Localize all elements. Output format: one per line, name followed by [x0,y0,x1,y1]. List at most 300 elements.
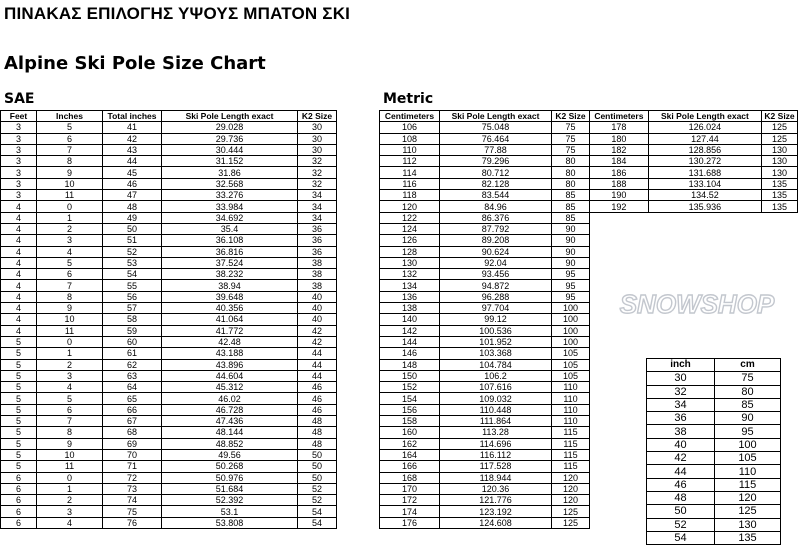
table-cell: 47 [103,190,162,201]
table-cell: 4 [37,382,103,393]
table-cell: 100 [552,303,590,314]
table-cell: 120.36 [440,483,552,494]
table-cell: 30.444 [162,144,298,155]
table-cell: 135 [715,531,781,544]
table-cell: 44 [298,359,337,370]
table-row [1,167,337,178]
table-cell: 5 [1,359,37,370]
table-cell: 4 [1,325,37,336]
table-cell: 5 [1,461,37,472]
table-row [380,190,590,201]
table-cell: 5 [1,336,37,347]
table-row [590,144,798,155]
table-cell: 130 [380,257,440,268]
table-cell: 32 [298,167,337,178]
table-cell: 59 [103,325,162,336]
table-cell: 93.456 [440,269,552,280]
table-cell: 124 [380,223,440,234]
table-cell: 192 [590,201,649,212]
table-row [1,269,337,280]
table-cell: 158 [380,416,440,427]
table-cell: 5 [1,370,37,381]
table-row [647,465,781,478]
table-cell: 5 [1,393,37,404]
table-row [380,461,590,472]
table-cell: 6 [1,495,37,506]
table-cell: 117.528 [440,461,552,472]
table-cell: 115 [552,461,590,472]
table-cell: 34 [647,398,715,411]
table-row [1,404,337,415]
table-cell: 77.88 [440,144,552,155]
table-cell: 3 [1,133,37,144]
table-cell: 42 [103,133,162,144]
table-row [1,416,337,427]
table-row [1,246,337,257]
table-cell: 75 [552,144,590,155]
table-row [380,449,590,460]
table-cell: 29.028 [162,122,298,133]
table-cell: 126 [380,235,440,246]
table-cell: 140 [380,314,440,325]
table-cell: 97.704 [440,303,552,314]
table-cell: 142 [380,325,440,336]
table-cell: 61 [103,348,162,359]
table-cell: 80 [715,385,781,398]
table-cell: 105 [715,452,781,465]
table-cell: 30 [298,122,337,133]
table-row [647,478,781,491]
table-row [380,438,590,449]
table-cell: 3 [37,235,103,246]
table-cell: 30 [647,372,715,385]
table-cell: 38.232 [162,269,298,280]
table-row [647,425,781,438]
table-row [380,178,590,189]
table-cell: 53 [103,257,162,268]
table-cell: 50.268 [162,461,298,472]
table-cell: 58 [103,314,162,325]
table-cell: 130 [762,156,798,167]
table-cell: 75.048 [440,122,552,133]
table-header-row [1,111,337,122]
table-row [1,438,337,449]
column-header: Ski Pole Length exact [648,111,761,122]
table-cell: 120 [715,491,781,504]
metric-size-table-continued [589,110,798,213]
table-cell: 0 [37,336,103,347]
table-cell: 90 [715,412,781,425]
table-cell: 6 [37,404,103,415]
table-cell: 45 [103,167,162,178]
table-row [380,348,590,359]
table-cell: 125 [762,133,798,144]
table-cell: 34 [298,212,337,223]
table-cell: 53.808 [162,517,298,528]
table-cell: 107.616 [440,382,552,393]
table-cell: 5 [37,257,103,268]
table-cell: 4 [1,280,37,291]
table-cell: 84.96 [440,201,552,212]
table-cell: 50.976 [162,472,298,483]
table-cell: 80 [552,167,590,178]
table-cell: 85 [552,212,590,223]
table-cell: 4 [1,223,37,234]
table-cell: 52 [103,246,162,257]
table-row [590,190,798,201]
table-cell: 5 [1,438,37,449]
table-row [590,178,798,189]
table-row [1,178,337,189]
table-cell: 40 [298,303,337,314]
table-cell: 46.728 [162,404,298,415]
table-cell: 46 [298,404,337,415]
table-cell: 1 [37,212,103,223]
table-row [380,416,590,427]
table-cell: 170 [380,483,440,494]
table-cell: 6 [1,472,37,483]
table-cell: 9 [37,303,103,314]
table-cell: 110.448 [440,404,552,415]
table-row [380,212,590,223]
table-row [1,212,337,223]
table-cell: 34.692 [162,212,298,223]
table-row [1,517,337,528]
table-cell: 106 [380,122,440,133]
table-cell: 110 [380,144,440,155]
table-cell: 44.604 [162,370,298,381]
table-cell: 186 [590,167,649,178]
table-cell: 154 [380,393,440,404]
table-cell: 68 [103,427,162,438]
table-cell: 4 [1,212,37,223]
table-row [1,257,337,268]
table-cell: 106.2 [440,370,552,381]
table-cell: 172 [380,495,440,506]
table-cell: 162 [380,438,440,449]
table-cell: 44 [298,370,337,381]
table-cell: 127.44 [648,133,761,144]
table-cell: 54 [298,517,337,528]
table-row [380,133,590,144]
table-cell: 110 [552,393,590,404]
column-header: cm [715,359,781,372]
table-row [380,303,590,314]
table-cell: 144 [380,336,440,347]
table-cell: 4 [1,257,37,268]
table-cell: 178 [590,122,649,133]
table-cell: 135 [762,190,798,201]
table-cell: 9 [37,438,103,449]
table-row [647,385,781,398]
table-cell: 7 [37,144,103,155]
table-cell: 128.856 [648,144,761,155]
metric-section-title: Metric [383,91,434,107]
column-header: K2 Size [552,111,590,122]
table-cell: 83.544 [440,190,552,201]
table-cell: 50 [298,472,337,483]
table-cell: 43.896 [162,359,298,370]
table-cell: 4 [37,517,103,528]
table-row [380,404,590,415]
table-cell: 5 [1,416,37,427]
table-cell: 8 [37,156,103,167]
table-cell: 64 [103,382,162,393]
table-cell: 5 [1,404,37,415]
table-row [380,156,590,167]
table-row [1,472,337,483]
table-cell: 80.712 [440,167,552,178]
table-cell: 2 [37,359,103,370]
table-row [380,427,590,438]
table-row [1,235,337,246]
table-cell: 128 [380,246,440,257]
table-cell: 40 [647,438,715,451]
table-cell: 4 [1,303,37,314]
table-cell: 53.1 [162,506,298,517]
table-cell: 44 [647,465,715,478]
table-cell: 62 [103,359,162,370]
table-cell: 36 [298,223,337,234]
table-cell: 80 [552,178,590,189]
table-cell: 94.872 [440,280,552,291]
table-cell: 85 [552,190,590,201]
table-cell: 67 [103,416,162,427]
page-title: Alpine Ski Pole Size Chart [4,53,266,74]
table-cell: 125 [552,517,590,528]
table-cell: 71 [103,461,162,472]
table-row [647,518,781,531]
table-cell: 65 [103,393,162,404]
table-cell: 135.936 [648,201,761,212]
table-cell: 136 [380,291,440,302]
table-row [1,325,337,336]
table-cell: 2 [37,223,103,234]
table-cell: 46.02 [162,393,298,404]
table-row [1,427,337,438]
table-cell: 46 [298,393,337,404]
table-cell: 75 [103,506,162,517]
table-cell: 82.128 [440,178,552,189]
table-cell: 48 [298,416,337,427]
table-row [380,246,590,257]
table-row [1,190,337,201]
table-row [380,370,590,381]
table-cell: 160 [380,427,440,438]
table-cell: 40.356 [162,303,298,314]
table-cell: 174 [380,506,440,517]
table-cell: 138 [380,303,440,314]
table-row [1,393,337,404]
table-row [1,314,337,325]
table-row [380,483,590,494]
table-row [380,393,590,404]
table-row [647,398,781,411]
table-cell: 44 [298,348,337,359]
table-row [1,133,337,144]
table-cell: 4 [1,314,37,325]
table-row [1,336,337,347]
table-cell: 6 [37,269,103,280]
table-cell: 123.192 [440,506,552,517]
table-row [380,280,590,291]
table-cell: 114 [380,167,440,178]
table-cell: 36 [647,412,715,425]
table-row [1,348,337,359]
table-cell: 100 [552,325,590,336]
table-cell: 48 [298,438,337,449]
table-cell: 44 [103,156,162,167]
table-cell: 36.108 [162,235,298,246]
table-cell: 100.536 [440,325,552,336]
table-cell: 120 [380,201,440,212]
table-cell: 5 [1,449,37,460]
table-cell: 32 [647,385,715,398]
table-cell: 30 [298,133,337,144]
table-cell: 50 [647,505,715,518]
table-row [590,156,798,167]
table-cell: 7 [37,416,103,427]
table-cell: 101.952 [440,336,552,347]
table-cell: 32.568 [162,178,298,189]
table-cell: 121.776 [440,495,552,506]
table-cell: 79.296 [440,156,552,167]
table-cell: 105 [552,370,590,381]
table-cell: 90 [552,246,590,257]
table-cell: 3 [1,122,37,133]
table-cell: 87.792 [440,223,552,234]
table-cell: 50 [298,449,337,460]
table-row [380,235,590,246]
table-row [647,505,781,518]
table-cell: 133.104 [648,178,761,189]
table-row [1,370,337,381]
table-cell: 41.064 [162,314,298,325]
table-header-row [647,359,781,372]
table-cell: 3 [1,156,37,167]
table-cell: 116 [380,178,440,189]
column-header: Centimeters [380,111,440,122]
table-cell: 54 [103,269,162,280]
table-cell: 10 [37,314,103,325]
table-cell: 8 [37,427,103,438]
table-cell: 110 [552,404,590,415]
table-cell: 52 [298,495,337,506]
table-row [1,156,337,167]
table-cell: 130 [715,518,781,531]
table-cell: 6 [37,133,103,144]
table-cell: 36.816 [162,246,298,257]
table-cell: 34 [298,201,337,212]
table-header-row [590,111,798,122]
table-cell: 46 [647,478,715,491]
table-cell: 166 [380,461,440,472]
table-cell: 134 [380,280,440,291]
table-cell: 2 [37,495,103,506]
sae-size-table [0,110,337,529]
table-cell: 4 [1,269,37,280]
table-cell: 11 [37,325,103,336]
table-cell: 43.188 [162,348,298,359]
table-cell: 4 [1,246,37,257]
table-cell: 86.376 [440,212,552,223]
column-header: Feet [1,111,37,122]
table-cell: 6 [1,483,37,494]
table-cell: 66 [103,404,162,415]
table-cell: 1 [37,483,103,494]
table-cell: 5 [1,348,37,359]
table-cell: 95 [715,425,781,438]
table-cell: 110 [715,465,781,478]
table-row [380,269,590,280]
table-cell: 38.94 [162,280,298,291]
table-row [1,483,337,494]
table-row [1,144,337,155]
table-cell: 111.864 [440,416,552,427]
table-cell: 126.024 [648,122,761,133]
table-cell: 52 [298,483,337,494]
table-cell: 38 [298,257,337,268]
sae-section-title: SAE [4,91,35,107]
table-cell: 5 [1,427,37,438]
table-cell: 30 [298,144,337,155]
table-cell: 105 [552,348,590,359]
table-cell: 7 [37,280,103,291]
table-cell: 0 [37,201,103,212]
table-cell: 135 [762,178,798,189]
column-header: inch [647,359,715,372]
table-cell: 48 [298,427,337,438]
table-cell: 120 [552,472,590,483]
table-cell: 63 [103,370,162,381]
table-row [1,382,337,393]
table-cell: 10 [37,449,103,460]
table-cell: 75 [552,122,590,133]
column-header: K2 Size [298,111,337,122]
snowshop-logo-text: SNOWSHOP [619,289,775,319]
table-cell: 50 [298,461,337,472]
table-cell: 100 [552,336,590,347]
table-cell: 76.464 [440,133,552,144]
table-cell: 40 [298,291,337,302]
table-cell: 134.52 [648,190,761,201]
table-cell: 9 [37,167,103,178]
table-row [1,122,337,133]
table-row [647,531,781,544]
table-cell: 135 [762,201,798,212]
table-cell: 55 [103,280,162,291]
table-row [1,461,337,472]
table-row [380,325,590,336]
table-row [590,201,798,212]
table-cell: 6 [1,506,37,517]
table-cell: 3 [37,506,103,517]
table-cell: 41 [103,122,162,133]
table-cell: 1 [37,348,103,359]
table-cell: 31.86 [162,167,298,178]
table-cell: 176 [380,517,440,528]
table-cell: 46 [103,178,162,189]
table-cell: 49.56 [162,449,298,460]
table-cell: 103.368 [440,348,552,359]
table-row [380,495,590,506]
table-cell: 10 [37,178,103,189]
table-cell: 4 [1,201,37,212]
table-cell: 32 [298,156,337,167]
table-cell: 90.624 [440,246,552,257]
table-cell: 5 [1,382,37,393]
table-cell: 0 [37,472,103,483]
